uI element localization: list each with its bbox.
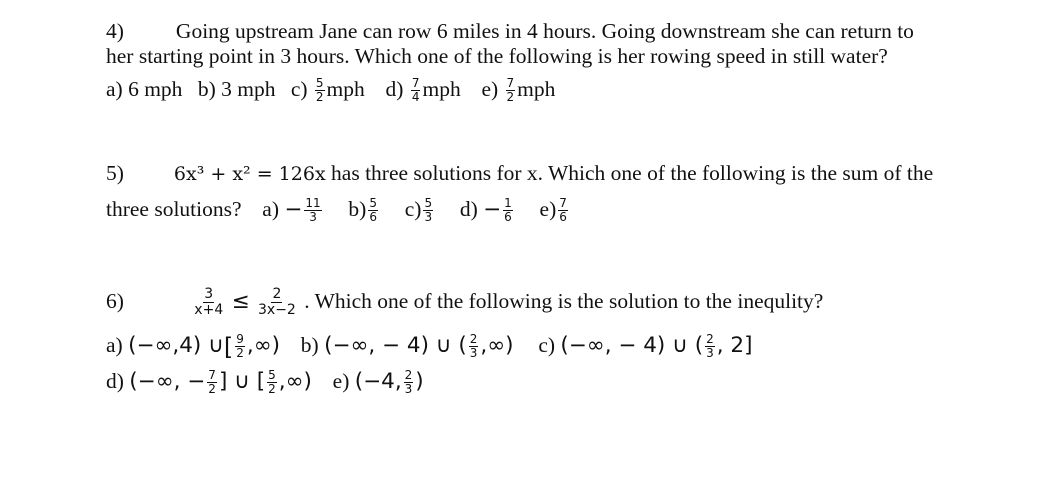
q5-option-a: a) − $\frac{11}{3}$ <box>262 196 321 224</box>
q4-option-a: a) 6 mph <box>106 77 183 102</box>
q4-line-1 <box>106 21 914 43</box>
q5-text-line-1: has three solutions for x. Which one of the following is the sum of the <box>331 161 934 185</box>
q6-line-1 <box>106 288 823 318</box>
q5-line-2 <box>106 198 570 224</box>
q6-option-b: b) (−∞, − 4) ∪ ( $\frac{2}{3}$ ,∞) <box>300 332 514 360</box>
q5-number: 5) <box>106 161 124 185</box>
q6-inequality: $\frac{3}{x+4}$ ≤ $\frac{2}{3x-2}$ <box>194 286 296 318</box>
q4-number: 4) <box>106 19 124 43</box>
q4-option-d: d) $\frac{7}{4}$ mph <box>385 76 461 104</box>
q4-text-line-1: Going upstream Jane can row 6 miles in 4 hours. Going downstream she can return to <box>175 19 914 43</box>
q5-line-1 <box>106 163 933 185</box>
q4-line-2 <box>106 46 888 68</box>
q5-equation: 6x³ + x² = 126x <box>173 163 326 185</box>
q5-option-b: b) $\frac{5}{6}$ <box>348 196 377 224</box>
q4-option-b: b) 3 mph <box>197 77 276 102</box>
q5-option-e: e) $\frac{7}{6}$ <box>539 196 567 224</box>
q4-options <box>106 78 555 104</box>
q5-option-d: d) − $\frac{1}{6}$ <box>459 196 512 224</box>
q6-option-a: a) (−∞,4) ∪[ $\frac{9}{2}$ ,∞) <box>106 332 281 362</box>
q4-text-line-2: her starting point in 3 hours. Which one of the following is her rowing speed in still water? <box>106 44 888 68</box>
q4-option-e: e) $\frac{7}{2}$ mph <box>481 76 556 104</box>
q6-option-c: c) (−∞, − 4) ∪ ( $\frac{2}{3}$ , 2] <box>538 332 753 360</box>
q6-options-row-1 <box>106 334 752 360</box>
q6-number: 6) <box>106 289 124 314</box>
q4-option-c: c) $\frac{5}{2}$ mph <box>290 76 365 104</box>
q6-option-d: d) (−∞, − $\frac{7}{2}$ ] ∪ [ $\frac{5}{2}$ ,∞) <box>106 368 312 396</box>
q5-option-c: c) $\frac{5}{3}$ <box>404 196 433 224</box>
q5-text-line-2: three solutions? <box>106 197 242 222</box>
q6-options-row-2 <box>106 370 424 396</box>
q6-text: . Which one of the following is the solution to the inequlity? <box>304 289 824 314</box>
q6-option-e: e) (−4, $\frac{2}{3}$ ) <box>332 368 424 396</box>
